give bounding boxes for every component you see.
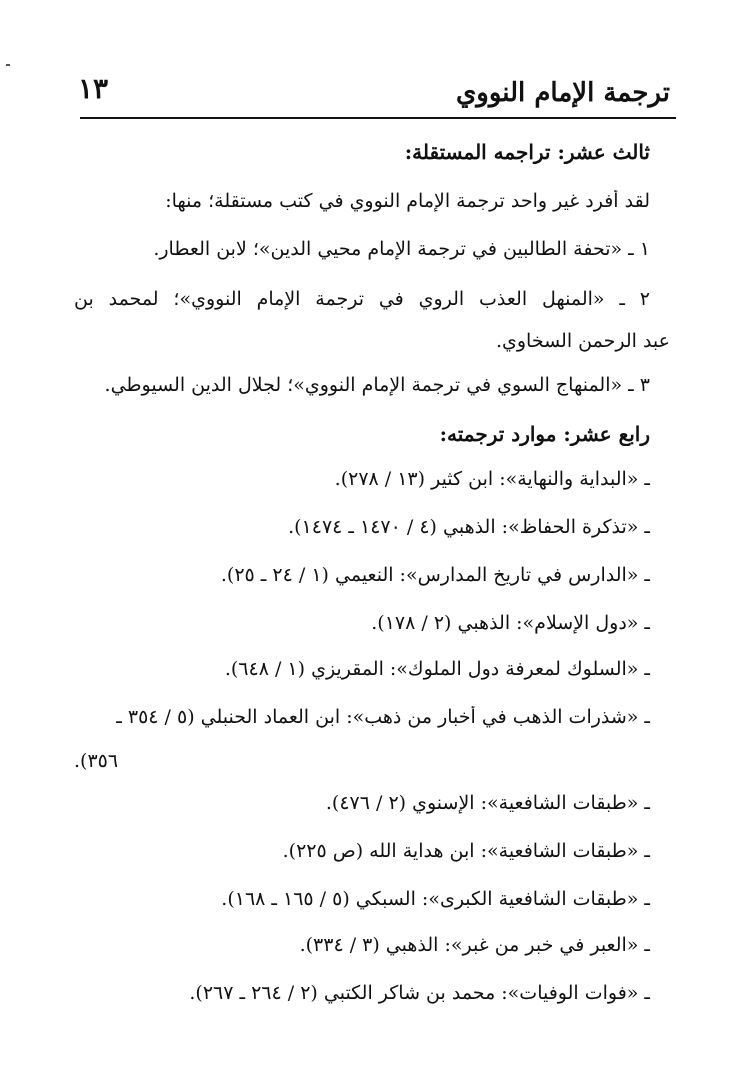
source-text: «طبقات الشافعية الكبرى»: السبكي (٥ / ١٦٥ ـ ١٦٨).	[221, 888, 639, 910]
source-text: «طبقات الشافعية»: الإسنوي (٢ / ٤٧٦).	[325, 792, 639, 814]
section-heading-13: ثالث عشر: تراجمه المستقلة:	[404, 140, 650, 164]
source-text: «تذكرة الحفاظ»: الذهبي (٤ / ١٤٧٠ ـ ١٤٧٤).	[288, 516, 639, 538]
running-title: ترجمة الإمام النووي	[455, 78, 670, 108]
source-text: «شذرات الذهب في أخبار من ذهب»: ابن العماد الحنبلي (٥ / ٣٥٤ ـ	[116, 706, 639, 728]
source-item	[74, 840, 670, 862]
page-number: ١٣	[78, 72, 109, 105]
dash: ـ	[644, 468, 650, 490]
dash: ـ	[644, 706, 650, 728]
dash: ـ	[644, 982, 650, 1004]
source-text: «البداية والنهاية»: ابن كثير (١٣ / ٢٧٨).	[334, 468, 639, 490]
page-header	[78, 68, 670, 114]
dash: ـ	[644, 840, 650, 862]
dash: ـ	[644, 516, 650, 538]
source-item	[74, 564, 670, 586]
source-item	[74, 516, 670, 538]
dash: ـ	[644, 658, 650, 680]
source-text: «فوات الوفيات»: محمد بن شاكر الكتبي (٢ / ٢٦٤ ـ ٢٦٧).	[189, 982, 639, 1004]
source-item	[74, 888, 670, 910]
source-text: «العبر في خبر من غبر»: الذهبي (٣ / ٣٣٤).	[299, 934, 639, 956]
source-item	[74, 982, 670, 1004]
dash: ـ	[644, 888, 650, 910]
source-item	[74, 792, 670, 814]
source-item	[74, 706, 670, 728]
list-item-3: ٣ ـ «المنهاج السوي في ترجمة الإمام النووي»؛ لجلال الدين السيوطي.	[104, 374, 650, 396]
dash: ـ	[644, 934, 650, 956]
dash: ـ	[644, 612, 650, 634]
source-text: «دول الإسلام»: الذهبي (٢ / ١٧٨).	[371, 612, 639, 634]
source-item	[74, 612, 670, 634]
source-text: «طبقات الشافعية»: ابن هداية الله (ص ٢٢٥).	[282, 840, 639, 862]
source-item	[74, 658, 670, 680]
section-heading-14: رابع عشر: موارد ترجمته:	[439, 422, 650, 446]
intro-paragraph: لقد أفرد غير واحد ترجمة الإمام النووي في كتب مستقلة؛ منها:	[165, 190, 650, 212]
dash: ـ	[644, 792, 650, 814]
dash: ـ	[644, 564, 650, 586]
source-text: «السلوك لمعرفة دول الملوك»: المقريزي (١ / ٦٤٨).	[224, 658, 639, 680]
source-item	[74, 468, 670, 490]
list-item-2-continuation: عبد الرحمن السخاوي.	[495, 330, 670, 352]
header-rule	[80, 117, 676, 119]
scan-speck	[6, 64, 10, 66]
source-text: «الدارس في تاريخ المدارس»: النعيمي (١ / ٢٤ ـ ٢٥).	[220, 564, 639, 586]
source-item	[74, 934, 670, 956]
list-item-2: ٢ ـ «المنهل العذب الروي في ترجمة الإمام النووي»؛ لمحمد بن	[74, 288, 650, 310]
source-continuation: ٣٥٦).	[74, 750, 119, 772]
list-item-1: ١ ـ «تحفة الطالبين في ترجمة الإمام محيي الدين»؛ لابن العطار.	[153, 238, 650, 260]
